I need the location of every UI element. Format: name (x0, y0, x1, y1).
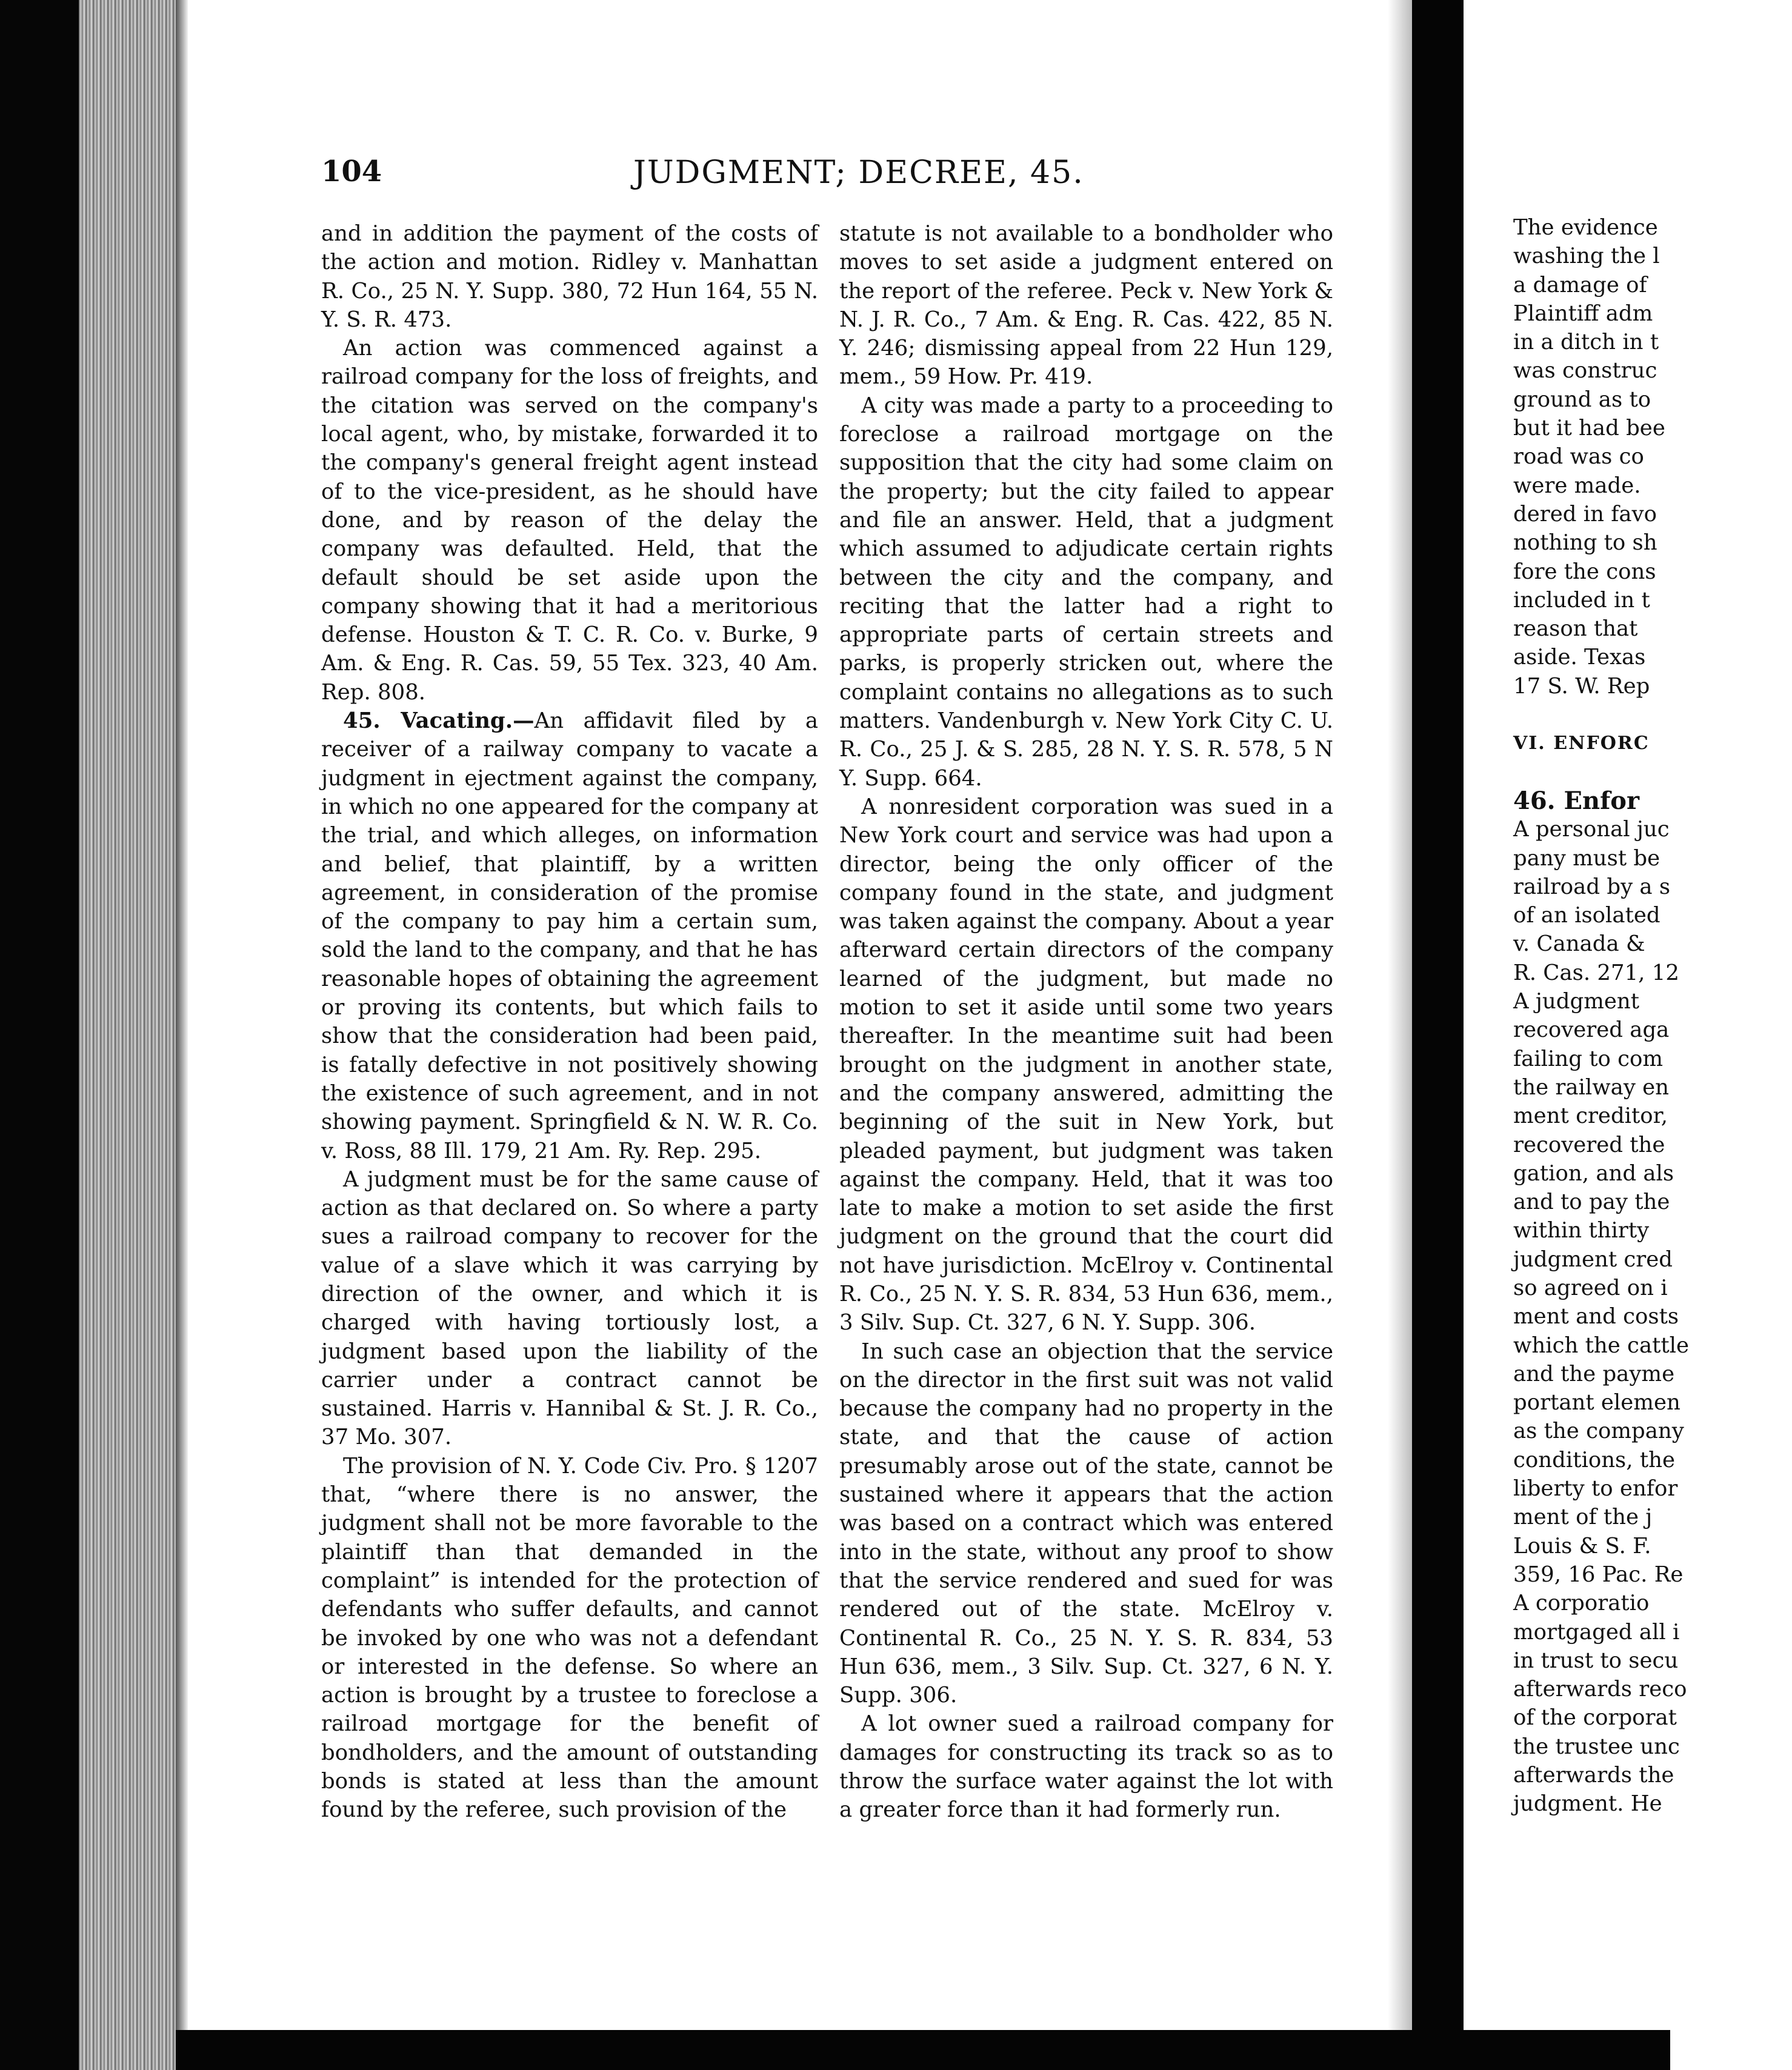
fragment-line: was construc (1513, 358, 1657, 384)
fragment-line: mortgaged all i (1513, 1619, 1680, 1645)
paragraph: The provision of N. Y. Code Civ. Pro. § 1207 that, “where there is no answer, the judgment shall not be more favorable to the plaintiff than that demanded in the complaint” is intended for the protection of defendants who suffer defaults, and cannot be invoked by one who was not a defendant or interested in the defense. So where an action is brought by a trustee to foreclose a railroad mortgage for the benefit of bondholders, and the amount of outstanding bonds is stated at less than the amount found by the referee, such provision of the (321, 1453, 818, 1823)
fragment-line: A corporatio (1513, 1591, 1650, 1616)
scan-bottom-border (176, 2030, 1670, 2070)
fragment-line: ment and costs (1513, 1304, 1679, 1330)
fragment-line: a damage of (1513, 272, 1647, 298)
fragment-line: in a ditch in t (1513, 330, 1659, 355)
fragment-line: gation, and als (1513, 1160, 1674, 1186)
paragraph: A nonresident corporation was sued in a New York court and service was had upon a director, being the only officer of the company found in the state, and judgment was taken against the company. About a year afterward certain directors of the company learned of the judgment, but made no motion to set it aside until some two years thereafter. In the meantime suit had been brought on the judgment in another state, and the company answered, admitting the beginning of the suit in New York, but pleaded payment, but judgment was taken against the company. Held, that it was too late to make a motion to set aside the first judgment on the ground that the court did not have jurisdiction. McElroy v. Continental R. Co., 25 N. Y. S. R. 834, 53 Hun 636, mem., 3 Silv. Sup. Ct. 327, 6 N. Y. Supp. 306. (839, 794, 1333, 1336)
fragment-line: pany must be (1513, 845, 1660, 871)
fragment-line: 359, 16 Pac. Re (1513, 1562, 1684, 1587)
fragment-line: 17 S. W. Rep (1513, 673, 1650, 699)
page-header (321, 155, 1206, 197)
fragment-line: of an isolated (1513, 903, 1660, 928)
left-column (321, 219, 818, 1825)
section-heading: 45. Vacating.— (343, 708, 535, 734)
running-title: JUDGMENT; DECREE, 45. (633, 155, 1084, 191)
next-page-text (1513, 213, 1792, 1819)
fragment-line: portant elemen (1513, 1390, 1680, 1416)
fragment-line: conditions, the (1513, 1447, 1675, 1473)
fragment-line: and the payme (1513, 1361, 1675, 1386)
next-page-fragment (1464, 0, 1689, 2030)
fragment-line: failing to com (1513, 1046, 1664, 1071)
fragment-line: aside. Texas (1513, 645, 1646, 670)
paragraph: 45. Vacating.—An affidavit filed by a receiver of a railway company to vacate a judgment in ejectment against the company, in which no one appeared for the company at the trial, and which alleges, on information and belief, that plaintiff, by a written agreement, in consideration of the promise of the company to pay him a certain sum, sold the land to the company, and that he has reasonable hopes of obtaining the agreement or proving its contents, but which fails to show that the consideration had been paid, is fatally defective in not positively showing the existence of such agreement, and in not showing payment. Springfield & N. W. R. Co. v. Ross, 88 Ill. 179, 21 Am. Ry. Rep. 295. (321, 708, 818, 1163)
book-page-edges (79, 0, 176, 2070)
paragraph: In such case an objection that the service on the director in the first suit was not valid because the company had no property in the state, and that the cause of action presumably arose out of the state, cannot be sustained where it appears that the action was based on a contract which was entered into in the state, without any proof to show that the service rendered and sued for was rendered out of the state. McElroy v. Continental R. Co., 25 N. Y. S. R. 834, 53 Hun 636, mem., 3 Silv. Sup. Ct. 327, 6 N. Y. Supp. 306. (839, 1339, 1333, 1708)
fragment-line: ment of the j (1513, 1505, 1653, 1530)
page-number: 104 (321, 155, 382, 188)
fragment-line: of the corporat (1513, 1705, 1677, 1731)
fragment-line: washing the l (1513, 244, 1660, 269)
paragraph: statute is not available to a bondholder who moves to set aside a judgment entered on the report of the referee. Peck v. New York & N. J. R. Co., 7 Am. & Eng. R. Cas. 422, 85 N. Y. 246; dismissing appeal from 22 Hun 129, mem., 59 How. Pr. 419. (839, 221, 1333, 390)
fragment-line: were made. (1513, 473, 1641, 498)
fragment-line: Plaintiff adm (1513, 301, 1653, 326)
fragment-line: road was co (1513, 444, 1644, 470)
fragment-line: which the cattle (1513, 1333, 1689, 1358)
fragment-line: v. Canada & (1513, 931, 1645, 957)
paragraph: An action was commenced against a railroad company for the loss of freights, and the citation was served on the company's local agent, who, by mistake, forwarded it to the company's general freight agent instead of to the vice-president, as he should have done, and by reason of the delay the company was defaulted. Held, that the default should be set aside upon the company showing that it had a meritorious defense. Houston & T. C. R. Co. v. Burke, 9 Am. & Eng. R. Cas. 59, 55 Tex. 323, 40 Am. Rep. 808. (321, 336, 818, 705)
paragraph: and in addition the payment of the costs of the action and motion. Ridley v. Manhattan R. Co., 25 N. Y. Supp. 380, 72 Hun 164, 55 N. Y. S. R. 473. (321, 221, 818, 332)
fragment-line: recovered aga (1513, 1017, 1670, 1043)
fragment-line: so agreed on i (1513, 1275, 1668, 1300)
fragment-line (1513, 758, 1792, 787)
scan-left-border (0, 0, 79, 2070)
fragment-line: railroad by a s (1513, 874, 1671, 899)
book-gutter (1412, 0, 1464, 2070)
fragment-line: included in t (1513, 587, 1650, 613)
fragment-line: A personal juc (1513, 817, 1670, 842)
fragment-line: liberty to enfor (1513, 1476, 1678, 1502)
fragment-line: judgment cred (1513, 1246, 1673, 1272)
fragment-line: judgment. He (1513, 1791, 1662, 1817)
paragraph: A lot owner sued a railroad company for damages for constructing its track so as to throw the surface water against the lot with a greater force than it had formerly run. (839, 1711, 1333, 1823)
fragment-line: the trustee unc (1513, 1734, 1680, 1759)
fragment-line: the railway en (1513, 1074, 1670, 1100)
paragraph: A judgment must be for the same cause of action as that declared on. So where a party sues a railroad company to recover for the value of a slave which it was carrying by direction of the owner, and which it is charged with having tortiously lost, a judgment based upon the liability of the carrier under a contract cannot be sustained. Harris v. Hannibal & St. J. R. Co., 37 Mo. 307. (321, 1166, 818, 1450)
fragment-line: afterwards reco (1513, 1677, 1687, 1702)
fragment-line (1513, 701, 1792, 729)
book-edge-shadow (176, 0, 188, 2070)
fragment-line: R. Cas. 271, 12 (1513, 960, 1679, 985)
fragment-line: The evidence (1513, 215, 1658, 240)
fragment-line: in trust to secu (1513, 1648, 1679, 1673)
fragment-line: within thirty (1513, 1218, 1650, 1243)
fragment-line: VI. ENFORC (1513, 733, 1650, 754)
fragment-line: Louis & S. F. (1513, 1533, 1651, 1559)
fragment-line: fore the cons (1513, 559, 1656, 584)
fragment-line: A judgment (1513, 989, 1640, 1014)
fragment-line: and to pay the (1513, 1190, 1670, 1215)
gutter-shadow (1388, 0, 1412, 2070)
fragment-line: nothing to sh (1513, 530, 1657, 556)
right-column (839, 219, 1333, 1825)
fragment-line: ground as to (1513, 387, 1651, 412)
fragment-line: 46. Enfor (1513, 786, 1640, 815)
fragment-line: as the company (1513, 1419, 1684, 1444)
fragment-line: dered in favo (1513, 501, 1657, 527)
fragment-line: recovered the (1513, 1132, 1665, 1157)
fragment-line: but it had bee (1513, 416, 1665, 441)
fragment-line: reason that (1513, 616, 1638, 642)
fragment-line: ment creditor, (1513, 1103, 1668, 1129)
paragraph: A city was made a party to a proceeding to foreclose a railroad mortgage on the supposition that the city had some claim on the property; but the city failed to appear and file an answer. Held, that a judgment which assumed to adjudicate certain rights between the city and the company, and reciting that the latter had a right to appropriate parts of certain streets and parks, is properly stricken out, where the complaint contains no allegations as to such matters. Vandenburgh v. New York City C. U. R. Co., 25 J. & S. 285, 28 N. Y. S. R. 578, 5 N Y. Supp. 664. (839, 393, 1333, 791)
fragment-line: afterwards the (1513, 1763, 1674, 1788)
